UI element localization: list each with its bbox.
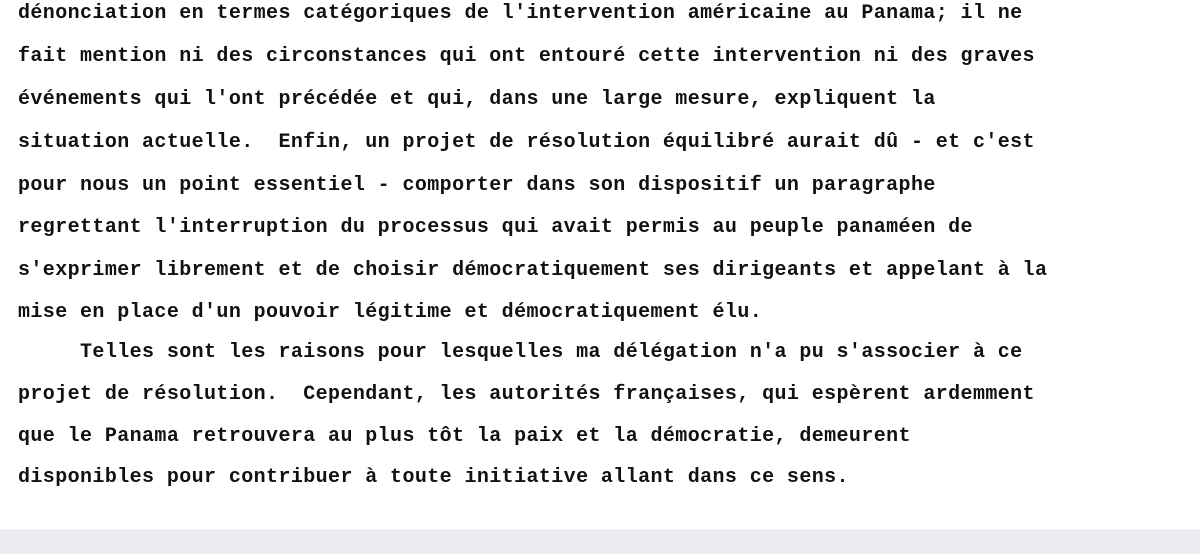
text-line: dénonciation en termes catégoriques de l'intervention américaine au Panama; il ne <box>18 2 1023 25</box>
text-line: pour nous un point essentiel - comporter dans son dispositif un paragraphe <box>18 174 936 197</box>
text-line: s'exprimer librement et de choisir démocratiquement ses dirigeants et appelant à la <box>18 259 1048 282</box>
text-line: regrettant l'interruption du processus qui avait permis au peuple panaméen de <box>18 216 973 239</box>
text-line: disponibles pour contribuer à toute initiative allant dans ce sens. <box>18 466 849 489</box>
text-line: que le Panama retrouvera au plus tôt la paix et la démocratie, demeurent <box>18 425 911 448</box>
bottom-bar <box>0 530 1200 554</box>
text-line: situation actuelle. Enfin, un projet de résolution équilibré aurait dû - et c'est <box>18 131 1035 154</box>
text-line: projet de résolution. Cependant, les autorités françaises, qui espèrent ardemment <box>18 383 1035 406</box>
text-line: mise en place d'un pouvoir légitime et démocratiquement élu. <box>18 301 763 324</box>
text-line: Telles sont les raisons pour lesquelles ma délégation n'a pu s'associer à ce <box>18 341 1023 364</box>
text-line: événements qui l'ont précédée et qui, dans une large mesure, expliquent la <box>18 88 936 111</box>
text-line: fait mention ni des circonstances qui ont entouré cette intervention ni des graves <box>18 45 1035 68</box>
